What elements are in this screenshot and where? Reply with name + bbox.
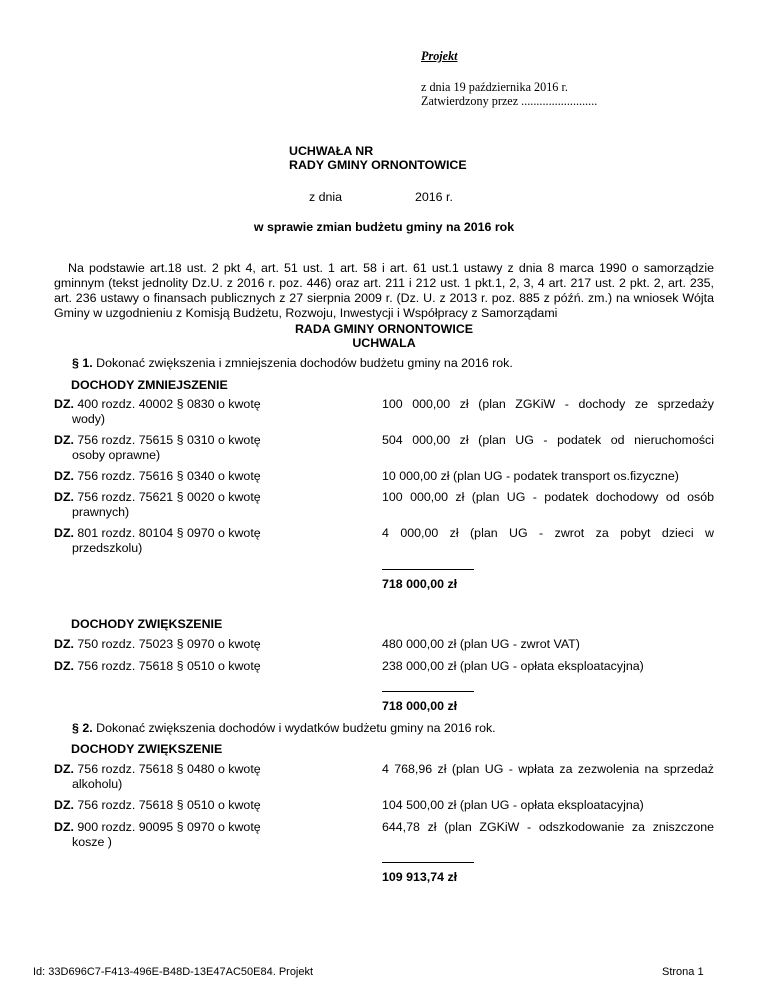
list-item	[54, 798, 294, 813]
item-amount: 100 000,00 zł (plan ZGKiW - dochody ze sprzedaży	[382, 397, 714, 411]
section-1-text	[72, 356, 513, 370]
increase-total: 718 000,00 zł	[382, 699, 458, 713]
item-amount: 104 500,00 zł (plan UG - opłata eksploatacyjna)	[382, 798, 644, 812]
list-item	[54, 820, 294, 850]
list-item	[54, 637, 294, 652]
list-item	[54, 469, 294, 484]
resolves-heading: UCHWALA	[352, 336, 416, 350]
item-continuation: prawnych)	[72, 505, 130, 519]
income-decrease-heading: DOCHODY ZMNIEJSZENIE	[71, 378, 228, 392]
division-label: DZ.	[54, 798, 74, 812]
section-1-body: Dokonać zwiększenia i zmniejszenia dochodów budżetu gminy na 2016 rok.	[92, 356, 513, 370]
item-continuation: alkoholu)	[72, 777, 123, 791]
division-label: DZ.	[54, 433, 74, 447]
item-continuation: wody)	[72, 412, 106, 426]
list-item	[54, 490, 294, 520]
resolution-subject: w sprawie zmian budżetu gminy na 2016 rok	[253, 220, 515, 234]
projekt-label: Projekt	[421, 49, 458, 63]
decrease-total: 718 000,00 zł	[382, 577, 458, 591]
list-item	[54, 397, 294, 427]
section-2-body: Dokonać zwiększenia dochodów i wydatków budżetu gminy na 2016 rok.	[92, 721, 496, 735]
item-classification: 756 rozdz. 75618 § 0510 o kwotę	[73, 659, 261, 673]
division-label: DZ.	[54, 526, 74, 540]
item-classification: 756 rozdz. 75615 § 0310 o kwotę	[73, 433, 261, 447]
item-classification: 756 rozdz. 75618 § 0510 o kwotę	[73, 798, 261, 812]
item-classification: 756 rozdz. 75621 § 0020 o kwotę	[73, 490, 261, 504]
sum-rule	[382, 862, 474, 863]
item-classification: 750 rozdz. 75023 § 0970 o kwotę	[73, 637, 261, 651]
list-item	[54, 762, 294, 792]
section-2-increase-heading: DOCHODY ZWIĘKSZENIE	[71, 742, 223, 756]
council-name: RADY GMINY ORNONTOWICE	[289, 158, 467, 172]
item-continuation: osoby oprawne)	[72, 448, 161, 462]
section-2-mark: § 2.	[72, 721, 93, 735]
page-number: Strona 1	[662, 966, 704, 978]
sum-rule	[382, 569, 474, 570]
item-amount: 100 000,00 zł (plan UG - podatek dochodowy od osób	[382, 490, 714, 504]
item-amount: 4 000,00 zł (plan UG - zwrot za pobyt dzieci w	[382, 526, 714, 540]
list-item	[54, 526, 294, 556]
sum-rule	[382, 691, 474, 692]
division-label: DZ.	[54, 659, 74, 673]
division-label: DZ.	[54, 637, 74, 651]
division-label: DZ.	[54, 820, 74, 834]
list-item	[54, 659, 294, 674]
council-heading: RADA GMINY ORNONTOWICE	[294, 322, 474, 336]
resolution-date-year: 2016 r.	[415, 190, 453, 204]
item-classification: 900 rozdz. 90095 § 0970 o kwotę	[73, 820, 261, 834]
project-date: z dnia 19 października 2016 r.	[421, 80, 568, 94]
item-amount: 4 768,96 zł (plan UG - wpłata za zezwolenia na sprzedaż	[382, 762, 714, 776]
item-classification: 400 rozdz. 40002 § 0830 o kwotę	[73, 397, 261, 411]
item-classification: 801 rozdz. 80104 § 0970 o kwotę	[73, 526, 261, 540]
division-label: DZ.	[54, 490, 74, 504]
division-label: DZ.	[54, 762, 74, 776]
section-2-total: 109 913,74 zł	[382, 870, 458, 884]
item-amount: 10 000,00 zł (plan UG - podatek transport os.fizyczne)	[382, 469, 679, 483]
item-amount: 644,78 zł (plan ZGKiW - odszkodowanie za zniszczone	[382, 820, 714, 834]
legal-basis-paragraph: Na podstawie art.18 ust. 2 pkt 4, art. 51 ust. 1 art. 58 i art. 61 ust.1 ustawy z dnia 8 marca 1990 o samorządzie gminnym (tekst jednolity Dz.U. z 2016 r. poz. 446) oraz art. 211 i 212 ust. 1 pkt.1, 2, 3, 4 art. 217 ust. 2 pkt. 2, art. 235, art. 236 ustawy o finansach publicznych z 27 sierpnia 2009 r. (Dz. U. z 2013 r. poz. 885 z późń. zm.) na wniosek Wójta Gminy w uzgodnieniu z Komisją Budżetu, Rozwoju, Inwestycji i Współpracy z Samorządami	[54, 261, 714, 320]
resolution-date-label: z dnia	[309, 190, 343, 204]
item-amount: 480 000,00 zł (plan UG - zwrot VAT)	[382, 637, 580, 651]
item-amount: 504 000,00 zł (plan UG - podatek od nieruchomości	[382, 433, 714, 447]
item-classification: 756 rozdz. 75618 § 0480 o kwotę	[73, 762, 261, 776]
list-item	[54, 433, 294, 463]
document-id: Id: 33D696C7-F413-496E-B48D-13E47AC50E84. Projekt	[33, 966, 314, 978]
resolution-number: UCHWAŁA NR	[289, 144, 374, 158]
item-continuation: przedszkolu)	[72, 541, 143, 555]
item-continuation: kosze )	[72, 835, 112, 849]
section-2-text	[72, 721, 496, 735]
section-1-mark: § 1.	[72, 356, 93, 370]
division-label: DZ.	[54, 469, 74, 483]
approved-by: Zatwierdzony przez .........................	[421, 94, 598, 108]
income-increase-heading: DOCHODY ZWIĘKSZENIE	[71, 617, 223, 631]
item-classification: 756 rozdz. 75616 § 0340 o kwotę	[73, 469, 261, 483]
division-label: DZ.	[54, 397, 74, 411]
item-amount: 238 000,00 zł (plan UG - opłata eksploatacyjna)	[382, 659, 644, 673]
